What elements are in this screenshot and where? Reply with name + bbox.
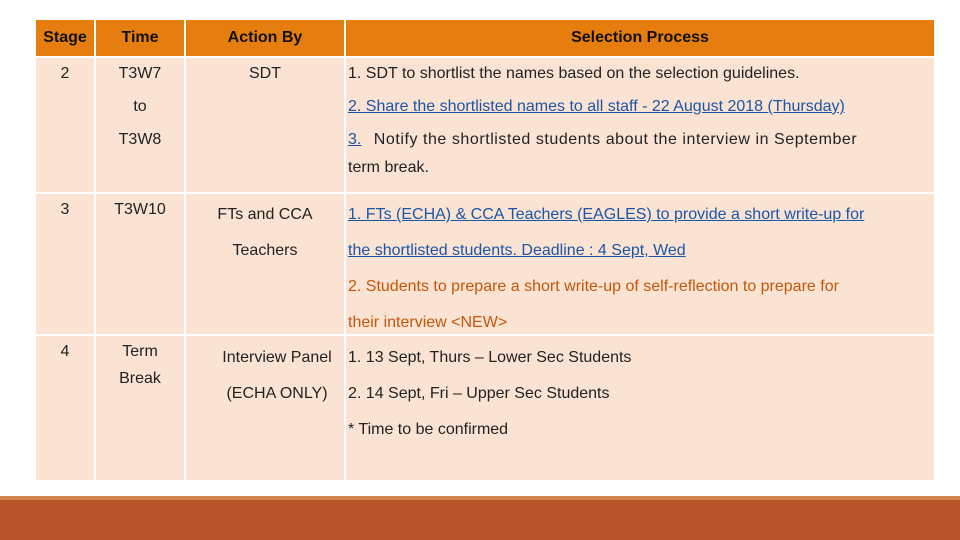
header-action-by: Action By <box>186 20 344 56</box>
row4-process-item1: 1. 13 Sept, Thurs – Lower Sec Students <box>348 349 632 366</box>
row4-action-line1: Interview Panel <box>222 349 332 366</box>
row4-time-line1: Term <box>122 343 158 360</box>
row3-process-item2: 2. Students to prepare a short write-up of self-reflection to prepare for <box>348 278 839 295</box>
row2-process-item2[interactable]: 2. Share the shortlisted names to all staff - 22 August 2018 (Thursday) <box>348 98 845 115</box>
row3-stage-cell <box>36 194 94 334</box>
row4-process-item2: 2. 14 Sept, Fri – Upper Sec Students <box>348 385 610 402</box>
header-stage: Stage <box>36 20 94 56</box>
row4-time-line2: Break <box>119 370 161 387</box>
row3-process-item1[interactable]: 1. FTs (ECHA) & CCA Teachers (EAGLES) to provide a short write-up for <box>348 206 865 223</box>
row3-action-line2: Teachers <box>232 242 298 259</box>
row4-stage-cell <box>36 336 94 480</box>
row3-time-line1: T3W10 <box>114 201 166 218</box>
row2-time-line3: T3W8 <box>118 131 162 148</box>
selection-process-table <box>36 20 934 480</box>
row2-action-line1: SDT <box>249 65 281 82</box>
row2-stage-cell <box>36 58 94 192</box>
row4-action-line2: (ECHA ONLY) <box>226 385 328 402</box>
row4-time-cell <box>96 336 184 480</box>
row3-process-item2-cont: their interview <NEW> <box>348 314 508 331</box>
row4-stage: 4 <box>60 343 70 360</box>
row3-action-line1: FTs and CCA <box>217 206 313 223</box>
row2-stage: 2 <box>60 65 70 82</box>
row2-process-item3-text: Notify the shortlisted students about the interview in September <box>373 131 858 148</box>
row3-process-item1-cont[interactable]: the shortlisted students. Deadline : 4 Sept, Wed <box>348 242 686 259</box>
row2-process-item3-number: 3. <box>348 131 362 148</box>
row2-process-item1: 1. SDT to shortlist the names based on the selection guidelines. <box>348 65 800 82</box>
row4-action-cell <box>186 336 344 480</box>
row3-action-cell <box>186 194 344 334</box>
row3-process-cell <box>346 194 934 334</box>
row2-time-line1: T3W7 <box>118 65 162 82</box>
row2-process-cell <box>346 58 934 192</box>
row4-process-cell <box>346 336 934 480</box>
row3-stage: 3 <box>60 201 70 218</box>
row4-process-note: * Time to be confirmed <box>348 421 509 438</box>
header-time: Time <box>96 20 184 56</box>
row2-process-item3 <box>348 131 926 149</box>
header-selection-process: Selection Process <box>346 20 934 56</box>
footer-bar <box>0 500 960 540</box>
row2-time-cell <box>96 58 184 192</box>
row2-process-item3-cont: term break. <box>348 159 429 176</box>
row3-time-cell <box>96 194 184 334</box>
row2-action-cell <box>186 58 344 192</box>
row2-time-line2: to <box>133 98 147 115</box>
